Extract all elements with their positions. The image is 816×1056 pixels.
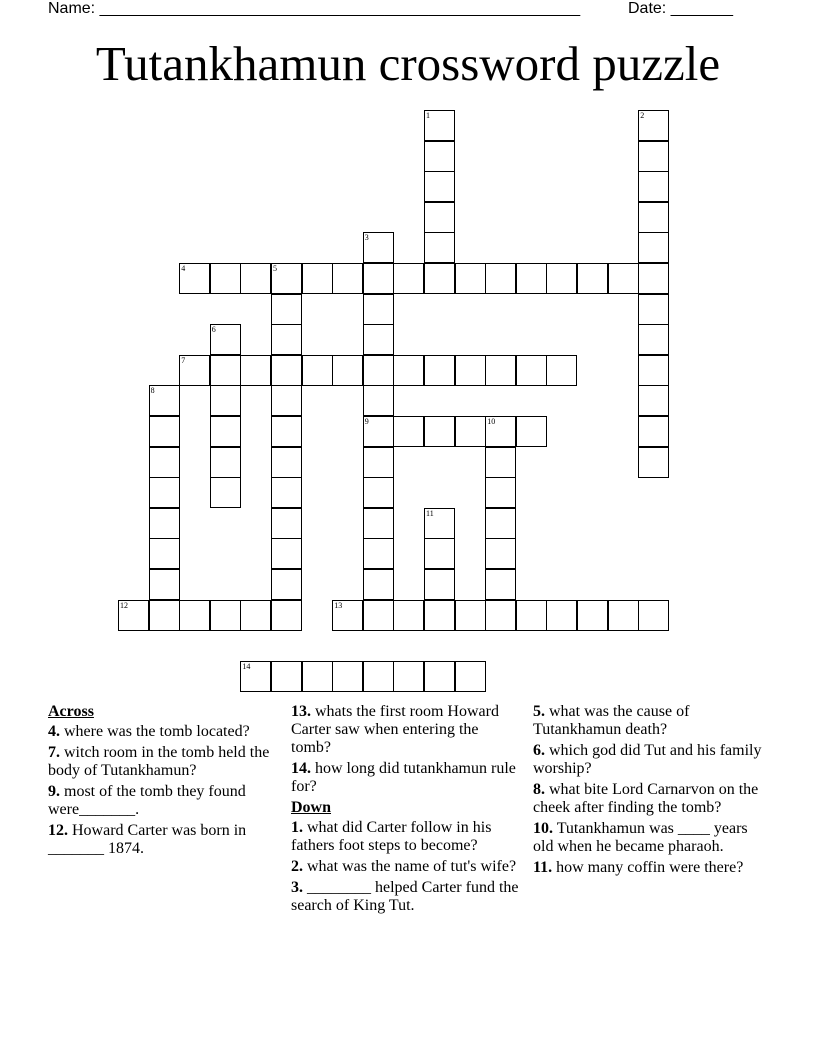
grid-cell[interactable] (149, 385, 180, 416)
clue-number: 14 (242, 661, 251, 671)
clue-number: 8 (150, 386, 155, 396)
clue-column-1 (48, 703, 278, 861)
clue-number-label: 14. (291, 760, 311, 777)
grid-cell[interactable] (638, 324, 669, 355)
grid-cell[interactable] (485, 477, 516, 508)
clue-text: which god did Tut and his family worship? (533, 742, 762, 777)
grid-cell[interactable] (638, 600, 669, 631)
grid-cell[interactable] (638, 263, 669, 294)
grid-cell[interactable] (271, 324, 302, 355)
name-field-label[interactable]: Name: ______________________________________________________ (48, 0, 581, 17)
grid-cell[interactable] (149, 416, 180, 447)
clue-item (291, 703, 521, 757)
grid-cell[interactable] (546, 355, 577, 386)
clue-text: witch room in the tomb held the body of Tutankhamun? (48, 744, 270, 779)
grid-cell[interactable] (516, 355, 547, 386)
grid-cell[interactable] (424, 171, 455, 202)
grid-cell[interactable] (271, 600, 302, 631)
grid-cell[interactable] (271, 538, 302, 569)
grid-cell[interactable] (179, 355, 210, 386)
date-field-label[interactable]: Date: _______ (628, 0, 733, 17)
grid-cell[interactable] (240, 661, 271, 692)
clue-text: Tutankhamun was ____ years old when he became pharaoh. (533, 820, 748, 855)
grid-cell[interactable] (118, 600, 149, 631)
grid-cell[interactable] (332, 661, 363, 692)
clue-number-label: 12. (48, 822, 68, 839)
grid-cell[interactable] (149, 600, 180, 631)
grid-cell[interactable] (210, 385, 241, 416)
grid-cell[interactable] (485, 538, 516, 569)
clue-number: 3 (364, 233, 369, 243)
clue-number-label: 2. (291, 858, 303, 875)
grid-cell[interactable] (424, 110, 455, 141)
clue-number: 12 (120, 600, 128, 610)
clue-item (48, 783, 278, 819)
grid-cell[interactable] (149, 508, 180, 539)
grid-cell[interactable] (455, 263, 486, 294)
grid-cell[interactable] (608, 263, 639, 294)
grid-cell[interactable] (424, 538, 455, 569)
clue-number: 5 (273, 264, 277, 273)
grid-cell[interactable] (271, 569, 302, 600)
grid-cell[interactable] (240, 263, 271, 294)
clue-item (533, 820, 763, 856)
grid-cell[interactable] (638, 171, 669, 202)
grid-cell[interactable] (638, 110, 669, 141)
clue-number-label: 6. (533, 742, 545, 759)
grid-cell[interactable] (240, 600, 271, 631)
down-heading: Down (291, 799, 332, 816)
clue-number-label: 13. (291, 703, 311, 720)
clue-number-label: 5. (533, 703, 545, 720)
clue-text: how long did tutankhamun rule for? (291, 760, 516, 795)
grid-cell[interactable] (363, 600, 394, 631)
grid-cell[interactable] (638, 447, 669, 478)
grid-cell[interactable] (546, 263, 577, 294)
clue-text: what was the cause of Tutankhamun death? (533, 703, 690, 738)
clue-item (48, 744, 278, 780)
grid-cell[interactable] (271, 263, 302, 294)
grid-cell[interactable] (302, 661, 333, 692)
clue-item (533, 703, 763, 739)
grid-cell[interactable] (393, 416, 424, 447)
grid-cell[interactable] (363, 508, 394, 539)
clue-number-label: 3. (291, 879, 303, 896)
clue-number-label: 11. (533, 859, 553, 876)
grid-cell[interactable] (577, 600, 608, 631)
grid-cell[interactable] (363, 416, 394, 447)
grid-cell[interactable] (485, 569, 516, 600)
clue-item (48, 822, 278, 858)
clue-text: what was the name of tut's wife? (303, 858, 517, 875)
grid-cell[interactable] (485, 600, 516, 631)
grid-cell[interactable] (485, 447, 516, 478)
clue-item (291, 858, 521, 876)
grid-cell[interactable] (516, 416, 547, 447)
grid-cell[interactable] (149, 538, 180, 569)
grid-cell[interactable] (271, 385, 302, 416)
grid-cell[interactable] (210, 447, 241, 478)
grid-cell[interactable] (210, 416, 241, 447)
grid-cell[interactable] (424, 569, 455, 600)
grid-cell[interactable] (516, 263, 547, 294)
grid-cell[interactable] (424, 661, 455, 692)
grid-cell[interactable] (424, 508, 455, 539)
clue-item (291, 760, 521, 796)
grid-cell[interactable] (271, 355, 302, 386)
grid-cell[interactable] (393, 263, 424, 294)
grid-cell[interactable] (393, 600, 424, 631)
grid-cell[interactable] (332, 355, 363, 386)
grid-cell[interactable] (485, 416, 516, 447)
grid-cell[interactable] (363, 661, 394, 692)
grid-cell[interactable] (424, 263, 455, 294)
grid-cell[interactable] (638, 355, 669, 386)
clue-number: 10 (487, 417, 496, 426)
clue-number: 9 (364, 417, 369, 426)
clue-number: 6 (211, 325, 216, 335)
grid-cell[interactable] (271, 508, 302, 539)
grid-cell[interactable] (363, 232, 394, 263)
clue-text: what did Carter follow in his fathers foot steps to become? (291, 819, 492, 854)
grid-cell[interactable] (393, 661, 424, 692)
clue-number-label: 9. (48, 783, 60, 800)
grid-cell[interactable] (271, 477, 302, 508)
grid-cell[interactable] (363, 355, 394, 386)
clue-item (533, 859, 763, 877)
grid-cell[interactable] (363, 324, 394, 355)
grid-cell[interactable] (638, 202, 669, 233)
grid-cell[interactable] (455, 416, 486, 447)
grid-cell[interactable] (577, 263, 608, 294)
clue-column-2 (291, 703, 521, 918)
across-heading: Across (48, 703, 94, 720)
clue-number: 1 (426, 111, 430, 120)
grid-cell[interactable] (302, 263, 333, 294)
grid-cell[interactable] (516, 600, 547, 631)
grid-cell[interactable] (485, 263, 516, 294)
grid-cell[interactable] (271, 294, 302, 325)
clue-number: 7 (181, 355, 186, 365)
puzzle-title: Tutankhamun crossword puzzle (95, 36, 721, 91)
grid-cell[interactable] (179, 600, 210, 631)
grid-cell[interactable] (455, 600, 486, 631)
grid-cell[interactable] (424, 416, 455, 447)
clue-number-label: 7. (48, 744, 60, 761)
grid-cell[interactable] (424, 202, 455, 233)
grid-cell[interactable] (546, 600, 577, 631)
clue-number: 13 (334, 600, 343, 610)
grid-cell[interactable] (210, 324, 241, 355)
grid-cell[interactable] (149, 447, 180, 478)
grid-cell[interactable] (332, 600, 363, 631)
grid-cell[interactable] (608, 600, 639, 631)
grid-cell[interactable] (271, 447, 302, 478)
clue-number: 2 (640, 111, 645, 120)
clue-item (48, 723, 278, 741)
clue-text: ________ helped Carter fund the search of King Tut. (291, 879, 519, 914)
grid-cell[interactable] (638, 232, 669, 263)
clue-item (291, 819, 521, 855)
grid-cell[interactable] (271, 416, 302, 447)
grid-cell[interactable] (363, 538, 394, 569)
grid-cell[interactable] (424, 141, 455, 172)
clue-text: where was the tomb located? (60, 723, 250, 740)
grid-cell[interactable] (424, 600, 455, 631)
clue-column-3 (533, 703, 763, 880)
grid-cell[interactable] (455, 355, 486, 386)
clue-number: 4 (181, 264, 186, 273)
grid-cell[interactable] (149, 477, 180, 508)
clue-text: Howard Carter was born in _______ 1874. (48, 822, 247, 857)
clue-number-label: 10. (533, 820, 553, 837)
grid-cell[interactable] (424, 232, 455, 263)
clue-text: how many coffin were there? (552, 859, 744, 876)
grid-cell[interactable] (302, 355, 333, 386)
grid-cell[interactable] (210, 477, 241, 508)
grid-cell[interactable] (485, 508, 516, 539)
clue-number: 11 (426, 508, 434, 518)
grid-cell[interactable] (210, 355, 241, 386)
clue-item (533, 742, 763, 778)
grid-cell[interactable] (363, 263, 394, 294)
grid-cell[interactable] (485, 355, 516, 386)
grid-cell[interactable] (363, 385, 394, 416)
grid-cell[interactable] (424, 355, 455, 386)
grid-cell[interactable] (210, 600, 241, 631)
grid-cell[interactable] (638, 294, 669, 325)
clue-item (291, 879, 521, 915)
grid-cell[interactable] (363, 569, 394, 600)
clue-number-label: 4. (48, 723, 60, 740)
clue-number-label: 1. (291, 819, 303, 836)
grid-cell[interactable] (149, 569, 180, 600)
grid-cell[interactable] (363, 477, 394, 508)
grid-cell[interactable] (363, 447, 394, 478)
grid-cell[interactable] (271, 661, 302, 692)
grid-cell[interactable] (638, 141, 669, 172)
grid-cell[interactable] (240, 355, 271, 386)
grid-cell[interactable] (363, 294, 394, 325)
grid-cell[interactable] (638, 416, 669, 447)
grid-cell[interactable] (638, 385, 669, 416)
grid-cell[interactable] (393, 355, 424, 386)
clue-text: whats the first room Howard Carter saw when entering the tomb? (291, 703, 499, 756)
grid-cell[interactable] (332, 263, 363, 294)
clue-text: most of the tomb they found were_______. (48, 783, 246, 818)
grid-cell[interactable] (210, 263, 241, 294)
clue-item (533, 781, 763, 817)
clue-number-label: 8. (533, 781, 545, 798)
grid-cell[interactable] (455, 661, 486, 692)
clue-text: what bite Lord Carnarvon on the cheek after finding the tomb? (533, 781, 759, 816)
grid-cell[interactable] (179, 263, 210, 294)
